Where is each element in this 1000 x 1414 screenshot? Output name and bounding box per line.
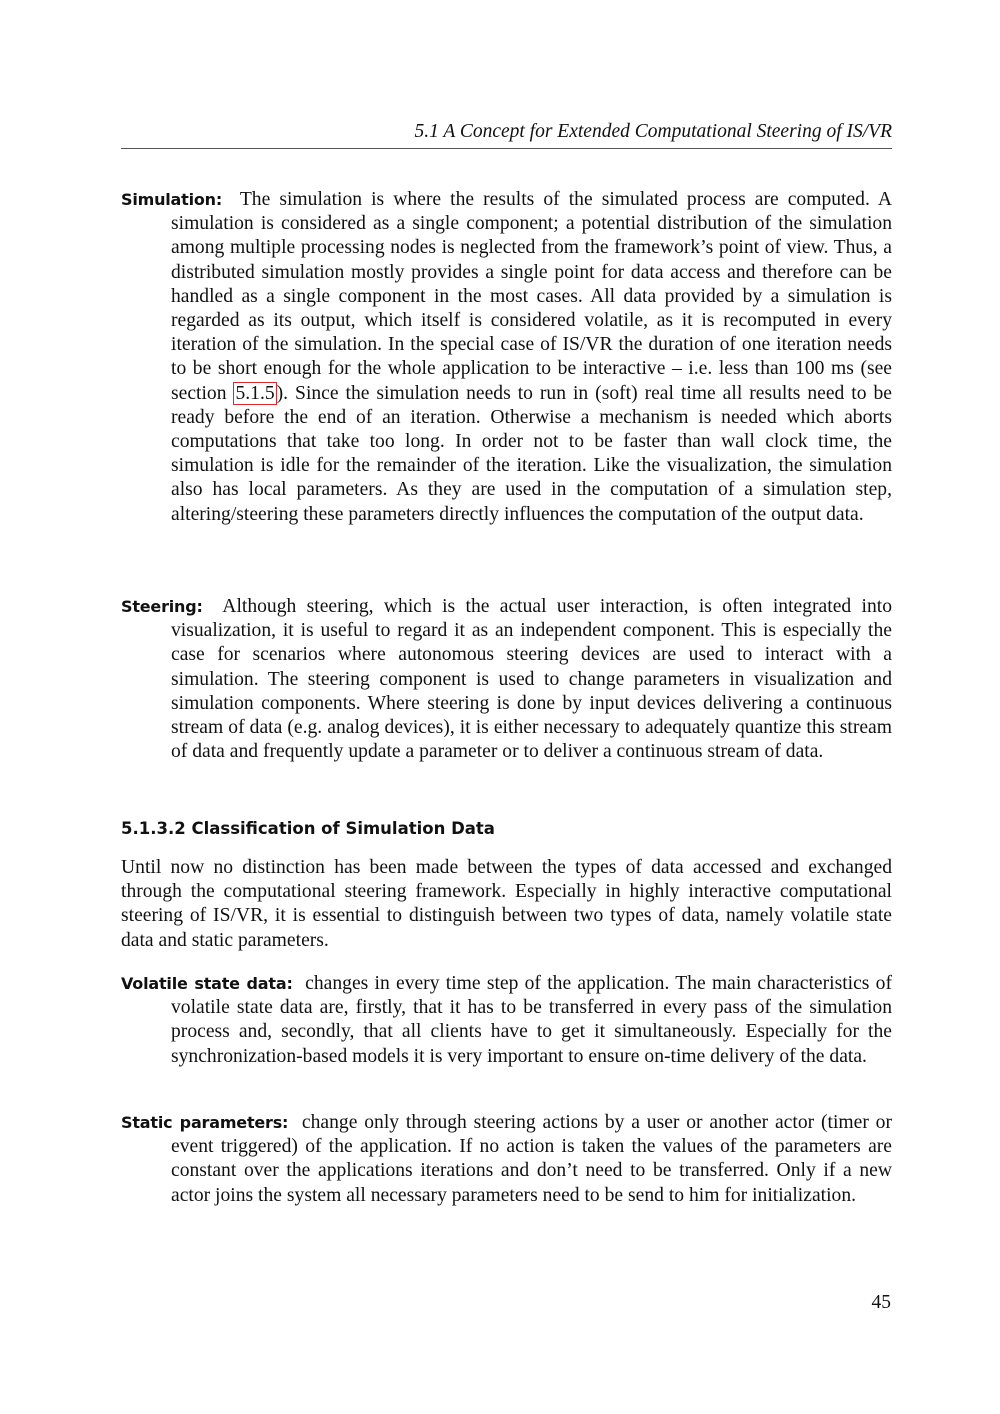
term-label: Simulation: — [121, 190, 223, 209]
term-label: Volatile state data: — [121, 974, 293, 993]
definition-steering — [121, 595, 892, 764]
definition-text: changes in every time step of the application. The main characteristics of volatile state data are, firstly, that it has to be transferred in every pass of the simulation process and, secondly, that all clients have to get it simultaneously. Especially for the synchronization-based models it is very important to ensure on-time delivery of the data. — [171, 973, 892, 1067]
definition-volatile-state-data — [121, 972, 892, 1069]
definition-static-parameters — [121, 1111, 892, 1208]
definition-text: The simulation is where the results of the simulated process are computed. A simulation is considered as a single component; a potential distribution of the simulation among multiple processing nodes is neglected from the framework’s point of view. Thus, a distributed simulation mostly provides a single point for data access and therefore can be handled as a single component in the most cases. All data provided by a simulation is regarded as its output, which itself is considered volatile, as it is recomputed in every iteration of the simulation. In the special case of IS/VR the duration of one iteration needs to be short enough for the whole application to be interactive – i.e. less than 100 ms (see section — [171, 189, 892, 404]
section-paragraph: Until now no distinction has been made between the types of data accessed and exchanged through the computational steering framework. Especially in highly interactive computational steering of IS/VR, it is essential to distinguish between two types of data, namely volatile state data and static parameters. — [121, 857, 892, 951]
term-label: Static parameters: — [121, 1113, 289, 1132]
term-label: Steering: — [121, 597, 203, 616]
section-heading: 5.1.3.2 Classification of Simulation Data — [121, 819, 495, 838]
definition-text-continued: ). Since the simulation needs to run in (soft) real time all results need to be ready before the end of an iteration. Otherwise a mechanism is needed which aborts computations that take too long. In order not to be faster than wall clock time, the simulation is idle for the remainder of the iteration. Like the visualization, the simulation also has local parameters. As they are used in the computation of a simulation step, altering/steering these parameters directly influences the computation of the output data. — [171, 382, 892, 525]
running-title: 5.1 A Concept for Extended Computational Steering of IS/VR — [414, 121, 892, 142]
running-header — [121, 118, 892, 149]
definition-text: change only through steering actions by a user or another actor (timer or event triggered) of the application. If no action is taken the values of the parameters are constant over the applications iterations and don’t need to be transferred. Only if a new actor joins the system all necessary parameters need to be send to him for initialization. — [171, 1112, 892, 1206]
definition-simulation — [121, 188, 892, 527]
definition-text: Although steering, which is the actual user interaction, is often integrated into visualization, it is useful to regard it as an independent component. This is especially the case for scenarios where autonomous steering devices are used to interact with a simulation. The steering component is used to change parameters in visualization and simulation components. Where steering is done by input devices delivering a continuous stream of data (e.g. analog devices), it is either necessary to adequately quantize this stream of data and frequently update a parameter or to deliver a continuous stream of data. — [171, 596, 893, 763]
page-number: 45 — [871, 1292, 891, 1313]
section-reference-link[interactable]: 5.1.5 — [235, 382, 275, 404]
